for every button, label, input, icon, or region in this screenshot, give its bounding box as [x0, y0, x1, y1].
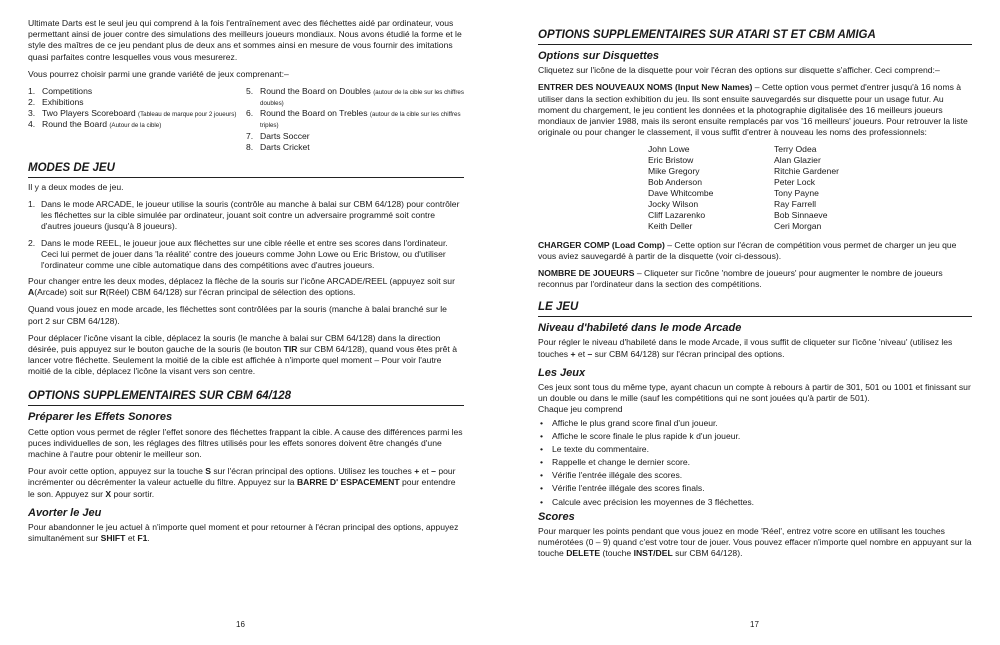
text-run: sur l'écran principal des options. Utilisez les touches — [210, 466, 415, 477]
key-label: SHIFT — [100, 533, 126, 544]
player-names — [648, 144, 972, 231]
subheading-sound: Préparer les Effets Sonores — [28, 411, 173, 424]
player-name: Ritchie Gardener — [774, 166, 839, 177]
player-names-col-1 — [648, 144, 774, 231]
item-number: 6. — [246, 108, 254, 119]
game-list-intro: Vous pourrez choisir parmi une grande variété de jeux comprenant:– — [28, 68, 289, 79]
mode-item — [28, 199, 464, 233]
aim-paragraph — [28, 333, 464, 378]
item-number: 7. — [246, 130, 254, 141]
feature-text: Affiche le plus grand score final d'un joueur. — [552, 417, 718, 428]
game-list-row — [246, 131, 464, 142]
player-names-col-2 — [774, 144, 900, 231]
player-name: Tony Payne — [774, 187, 819, 198]
game-list-row — [28, 108, 246, 119]
sound-paragraph: Cette option vous permet de régler l'effet sonore des fléchettes frappant la cible. A cause des différences parmi les puces individuelles de son, les réglages des filtres utilisés pour les effets sonores doivent être changés d'une machine à l'autre pour obtenir le meilleur son. — [28, 426, 463, 459]
item-number: 4. — [28, 119, 36, 130]
player-name: Terry Odea — [774, 144, 817, 155]
text-run: sur CBM 64/128), quand vous êtes prêt à lancer votre fléchette. Seulement la moitié de la cible est affichée à n'importe quel moment – Pour voir l'autre moitié de la cible, déplacez l'icône la visant vers son centre. — [28, 343, 457, 377]
text-run: sur CBM 64/128) sur l'écran principal des options. — [592, 348, 785, 359]
player-name: Dave Whitcombe — [648, 187, 714, 198]
game-list — [28, 86, 464, 153]
game-note: (Tableau de marque pour 2 joueurs) — [138, 111, 237, 119]
bullet-icon: • — [540, 483, 544, 494]
game-name: Round the Board on Doubles (autour de la cible sur les chiffres doubles) — [260, 85, 464, 108]
game-list-row — [246, 108, 464, 130]
game-list-item — [246, 86, 464, 108]
bullet-icon: • — [540, 430, 544, 441]
text-run: Pour déplacer l'icône visant la cible, déplacez la souris (le manche à balai sur CBM 64/128) dans la direction désirée, puis appuyez sur le bouton gauche de la souris (le bouton — [28, 332, 441, 354]
bullet-icon: • — [540, 496, 544, 507]
player-name: Ceri Morgan — [774, 220, 822, 231]
bullet-icon: • — [540, 443, 544, 454]
game-list-item — [246, 142, 464, 153]
feature-text: Le texte du commentaire. — [552, 443, 649, 454]
item-number: 2. — [28, 237, 36, 248]
game-list-col-right — [246, 86, 464, 153]
games-paragraph: Ces jeux sont tous du même type, ayant chacun un compte à rebours à partir de 301, 501 ou 1001 et finissant sur un double ou dans le mille (sauf les compétitions qui ne sont jouées qu'à partir de 501). — [538, 382, 971, 404]
item-number: 8. — [246, 141, 254, 152]
key-label: S — [205, 466, 211, 477]
mode-text: Dans le mode REEL, le joueur joue aux fléchettes sur une cible réelle et entre ses scores dans l'ordinateur. Ceci lui permet de jouer dans 'la réalité' contre des joueurs comme John Lowe ou Eric Bristow, ou d'utiliser l'ordinateur comme une cible automatique dans des compétitions avec d'autres joueurs. — [41, 237, 448, 270]
game-list-item — [28, 119, 246, 130]
key-label: TIR — [283, 343, 298, 354]
text-run: – Cliqueter sur l'icône 'nombre de joueurs' pour augmenter le nombre de joueurs reconnus par l'ordinateur dans la section des compétitions. — [538, 267, 943, 290]
subheading-games: Les Jeux — [538, 366, 586, 379]
feature-item — [538, 483, 972, 494]
player-name: Keith Deller — [648, 220, 693, 231]
option-label: CHARGER COMP (Load Comp) — [538, 239, 665, 250]
mode-item — [28, 238, 464, 272]
bullet-icon: • — [540, 417, 544, 428]
game-list-item — [246, 131, 464, 142]
text-run: Pour marquer les points pendant que vous jouez en mode 'Réel', entrez votre score en utilisant les touches numérotées (0 – 9) quand c'est votre tour de jouer. Vous pouvez effacer n'importe quel nombre en appuyant sur la touche — [538, 526, 972, 559]
text-run: (Réel) CBM 64/128) sur l'écran principal de sélection des options. — [105, 287, 356, 298]
item-number: 1. — [28, 85, 36, 96]
feature-item — [538, 497, 972, 508]
game-note: (autour de la cible sur les chiffres triples) — [260, 111, 461, 130]
text-run: (Arcade) soit sur — [34, 287, 100, 298]
game-name: Darts Cricket — [260, 141, 310, 152]
game-note: (autour de la cible sur les chiffres doubles) — [260, 88, 464, 108]
option-label: NOMBRE DE JOUEURS — [538, 267, 635, 278]
section-heading-atari: OPTIONS SUPPLEMENTAIRES SUR ATARI ST ET CBM AMIGA — [538, 28, 972, 45]
player-name: John Lowe — [648, 144, 690, 155]
item-number: 3. — [28, 108, 36, 119]
features-list — [538, 418, 972, 508]
game-name: Two Players Scoreboard (Tableau de marque pour 2 joueurs) — [42, 108, 237, 119]
section-heading-modes: MODES DE JEU — [28, 161, 464, 178]
player-name: Peter Lock — [774, 176, 816, 187]
game-name: Competitions — [42, 85, 93, 96]
text-run: et — [575, 348, 588, 359]
option-label: ENTRER DES NOUVEAUX NOMS (Input New Names) — [538, 82, 753, 93]
text-run: et — [419, 466, 432, 477]
game-list-row — [28, 86, 246, 97]
key-label: – — [587, 348, 593, 359]
modes-intro: Il y a deux modes de jeu. — [28, 181, 124, 192]
text-run: Pour changer entre les deux modes, déplacez la flèche de la souris sur l'icône ARCADE/REEL (appuyez soit sur — [28, 276, 455, 287]
player-name: Bob Anderson — [648, 176, 702, 187]
key-label: + — [414, 466, 420, 477]
subheading-level: Niveau d'habileté dans le mode Arcade — [538, 322, 742, 335]
subheading-abort: Avorter le Jeu — [28, 506, 102, 519]
player-name: Cliff Lazarenko — [648, 209, 706, 220]
key-label: X — [105, 488, 112, 499]
game-name: Darts Soccer — [260, 130, 310, 141]
mode-text: Dans le mode ARCADE, le joueur utilise la souris (contrôle au manche à balai sur CBM 64/128) pour contrôler les fléchettes sur la cible simulée par ordinateur, jouant soit contre un adversaire programmé soit contre d'autres joueurs (jusqu'à 8 joueurs). — [41, 199, 460, 232]
feature-text: Vérifie l'entrée illégale des scores. — [552, 470, 683, 481]
text-run: – Cette option vous permet d'entrer jusqu'à 16 noms à utiliser dans la section exhibition du jeu. Ils sont ensuite sauvegardés sur disquette pour un usage futur. Au moment du chargement, le jeu contient les données et la photographie digitalisée des 16 meilleurs joueurs mondiaux de janvier 1988, mais ils seront ensuite remplacés par vos '16 meilleurs' joueurs. Pour retrouver la liste originale ou pour changer le classement, il vous suffit d'entrer à nouveau les noms des professionnels: — [538, 82, 968, 138]
text-run: sur CBM 64/128). — [672, 548, 743, 559]
game-list-item — [28, 97, 246, 108]
page-number-left: 16 — [236, 620, 245, 629]
game-list-col-left — [28, 86, 246, 153]
key-label: A — [28, 287, 35, 298]
feature-text: Calcule avec précision les moyennes de 3 fléchettes. — [552, 496, 755, 507]
subheading-disk: Options sur Disquettes — [538, 49, 660, 62]
player-name: Ray Farrell — [774, 198, 817, 209]
game-list-row — [28, 97, 246, 108]
game-name: Exhibitions — [42, 97, 84, 108]
key-label: R — [99, 287, 106, 298]
disk-paragraph: Cliquetez sur l'icône de la disquette pour voir l'écran des options sur disquette s'afficher. Ceci comprend:– — [538, 65, 940, 76]
key-label: F1 — [137, 533, 148, 544]
game-list-item — [28, 108, 246, 119]
game-note: (Autour de la cible) — [109, 122, 162, 130]
subheading-scores: Scores — [538, 510, 575, 523]
text-run: pour entendre le son. Appuyez sur — [28, 477, 456, 499]
feature-text: Rappelle et change le dernier score. — [552, 457, 691, 468]
feature-text: Affiche le score finale le plus rapide k d'un joueur. — [552, 430, 741, 441]
sound-keys-paragraph — [28, 466, 464, 500]
arcade-mode-paragraph: Quand vous jouez en mode arcade, les fléchettes sont contrôlées par la souris (manche à balai branché sur le port 2 sur CBM 64/128). — [28, 304, 447, 326]
game-list-row — [246, 86, 464, 108]
text-run: pour sortir. — [111, 488, 155, 499]
load-comp-paragraph — [538, 240, 972, 262]
player-name: Bob Sinnaeve — [774, 209, 828, 220]
bullet-icon: • — [540, 457, 544, 468]
text-run: (touche — [600, 548, 634, 559]
text-run: Pour abandonner le jeu actuel à n'importe quel moment et pour retourner à l'écran principal des options, appuyez simultanément sur — [28, 521, 459, 544]
game-list-item — [246, 108, 464, 130]
feature-item — [538, 431, 972, 442]
abort-paragraph — [28, 522, 464, 544]
page-right — [500, 0, 1000, 645]
modes-list — [28, 199, 464, 271]
feature-item — [538, 444, 972, 455]
text-run: . — [147, 533, 150, 544]
game-list-row — [246, 142, 464, 153]
scores-paragraph — [538, 526, 972, 560]
player-name: Eric Bristow — [648, 155, 694, 166]
key-label: DELETE — [566, 548, 601, 559]
each-game-label: Chaque jeu comprend — [538, 404, 623, 415]
game-name: Round the Board on Trebles (autour de la cible sur les chiffres triples) — [260, 108, 461, 130]
text-run: et — [125, 533, 138, 544]
new-names-paragraph — [538, 82, 972, 138]
item-number: 2. — [28, 97, 36, 108]
page-number-right: 17 — [750, 620, 759, 629]
key-label: BARRE D' ESPACEMENT — [296, 477, 400, 488]
player-name: Jocky Wilson — [648, 198, 699, 209]
feature-text: Vérifie l'entrée illégale des scores finals. — [552, 483, 705, 494]
section-heading-game: LE JEU — [538, 300, 972, 317]
key-label: – — [431, 466, 436, 477]
intro-paragraph: Ultimate Darts est le seul jeu qui comprend à la fois l'entraînement avec des fléchettes aidé par ordinateur, vous permettant ainsi de jouer contre des simulations des meilleurs joueurs mondiaux. Nous avons étudié la forme et le style des maîtres de ce jeu pendant plus de deux ans et sommes ainsi en mesure de vous fournir des imitations quasi parfaites contre lesquelles vous vous mesurerez. — [28, 18, 462, 62]
item-number: 1. — [28, 199, 36, 209]
level-paragraph — [538, 337, 972, 359]
player-name: Mike Gregory — [648, 166, 700, 177]
key-label: INST/DEL — [633, 548, 673, 559]
feature-item — [538, 418, 972, 429]
bullet-icon: • — [540, 470, 544, 481]
players-count-paragraph — [538, 268, 972, 290]
game-name: Round the Board (Autour de la cible) — [42, 119, 162, 130]
text-run: Pour régler le niveau d'habileté dans le mode Arcade, il vous suffit de cliqueter sur l'icône 'niveau' (utilisez les touches — [538, 337, 953, 359]
feature-item — [538, 457, 972, 468]
game-list-row — [28, 119, 246, 130]
section-heading-cbm: OPTIONS SUPPLEMENTAIRES SUR CBM 64/128 — [28, 389, 464, 406]
item-number: 5. — [246, 85, 254, 96]
text-run: – Cette option sur l'écran de compétition vous permet de charger un jeu que vous aviez sauvegardé à partir de la disquette (voir ci-dessous). — [538, 239, 957, 261]
change-mode-paragraph — [28, 276, 464, 298]
player-name: Alan Glazier — [774, 155, 821, 166]
game-list-item — [28, 86, 246, 97]
key-label: + — [570, 348, 576, 359]
text-run: Pour avoir cette option, appuyez sur la touche — [28, 466, 206, 477]
text-run: pour incrémenter ou décrémenter la valeur actuelle du filtre. Appuyez sur la — [28, 466, 456, 488]
feature-item — [538, 470, 972, 481]
